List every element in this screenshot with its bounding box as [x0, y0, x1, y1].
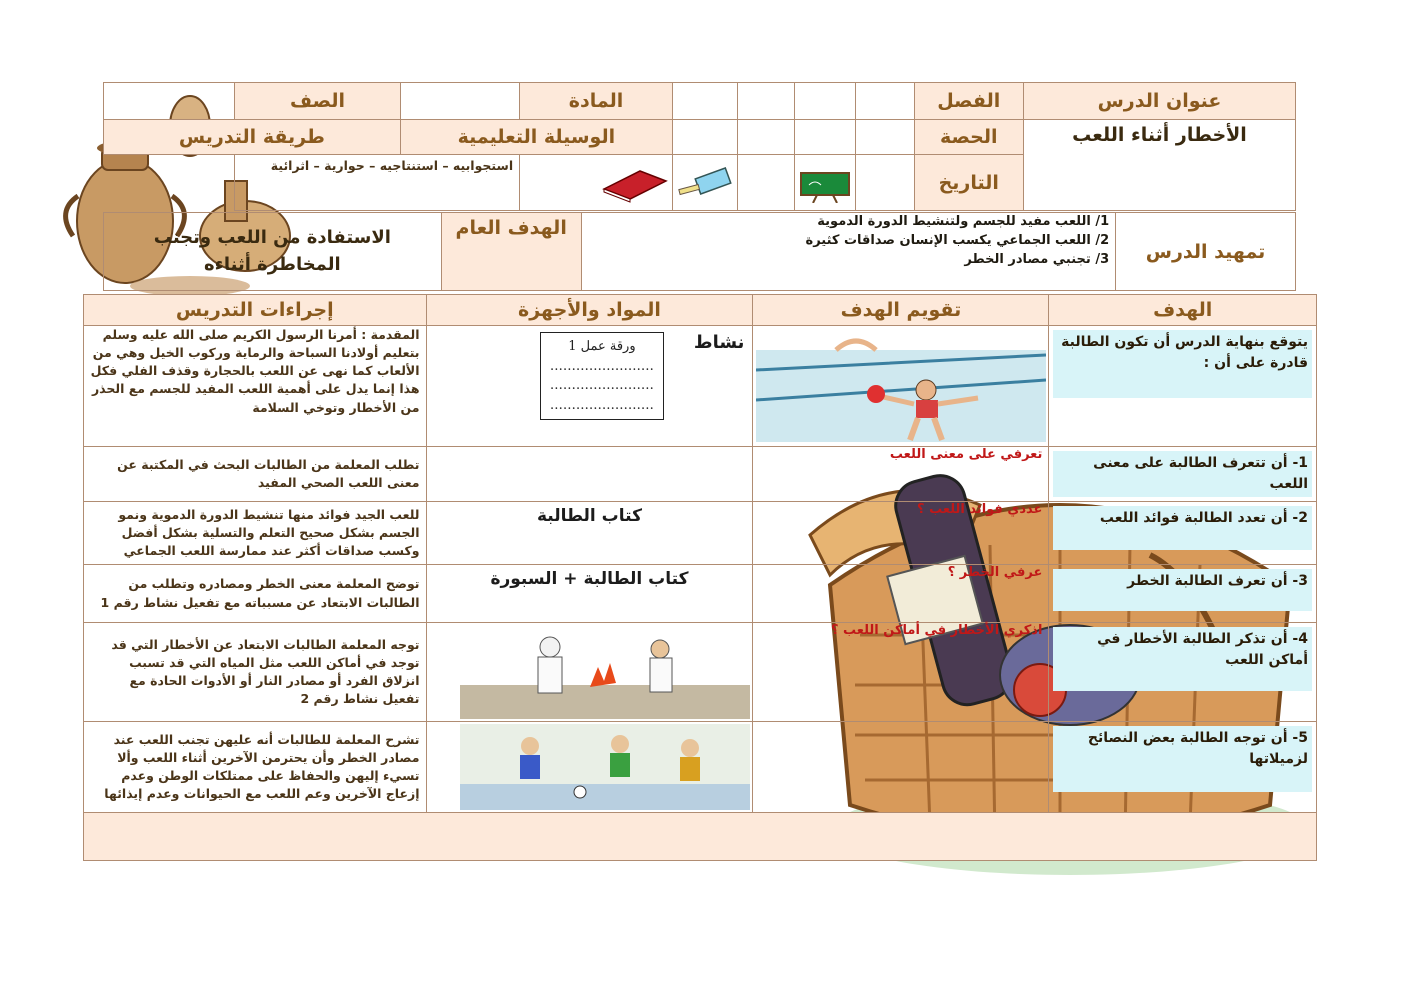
procedure-text: تطلب المعلمة من الطالبات البحث في المكتبة عن معنى اللعب الصحي المفيد [84, 447, 427, 502]
table-row [84, 326, 1317, 447]
worksheet-box [540, 332, 664, 420]
blackboard-icon [795, 155, 856, 211]
goal-text: 4- أن تذكر الطالبة الأخطار في أماكن اللعب [1053, 627, 1312, 691]
table-row [84, 722, 1317, 813]
table-row [84, 502, 1317, 565]
procedure-text: توجه المعلمة الطالبات الابتعاد عن الأخطار التي قد توجد في أماكن اللعب مثل المياه التي قد تسبب انزلاق الفرد أو مصادر النار أو الأدوات الحادة مع تفعيل نشاط رقم 2 [84, 623, 427, 722]
lesson-title-label: عنوان الدرس [1023, 83, 1295, 120]
goal-text: 5- أن توجه الطالبة بعض النصائح لزميلاتها [1053, 726, 1312, 792]
intro-line-2: 2/ اللعب الجماعي يكسب الإنسان صداقات كثيرة [805, 232, 1110, 248]
class-label: الصف [235, 83, 401, 120]
teaching-aid-label: الوسيلة التعليمية [400, 120, 672, 155]
book-icon [520, 155, 673, 211]
worksheet-line: …………………… [549, 378, 654, 393]
lesson-procedures-table [83, 294, 1317, 861]
general-goal-value: الاستفادة من اللعب وتجنب المخاطرة أثناءه [104, 213, 442, 291]
goal-text: 3- أن تعرف الطالبة الخطر [1053, 569, 1312, 611]
col-procedures-header: إجراءات التدريس [84, 295, 427, 326]
evaluation-text: عددي فوائد اللعب ؟ [753, 502, 1049, 565]
table-row [84, 447, 1317, 502]
worksheet-line: …………………… [549, 397, 654, 413]
period-label: الحصة [914, 120, 1023, 155]
lesson-goal-table [103, 212, 1296, 291]
children-playing-image [426, 722, 753, 813]
swimming-pool-image [753, 326, 1049, 447]
intro-line-1: 1/ اللعب مفيد للجسم ولتنشيط الدورة الدموية [817, 214, 1110, 229]
col-evaluation-header: تقويم الهدف [753, 295, 1049, 326]
activity-label: نشاط [693, 332, 745, 353]
evaluation-text: اذكري الأخطار في أماكن اللعب ؟ [753, 623, 1049, 722]
evaluation-text: عرفي الخطر ؟ [753, 565, 1049, 623]
goal-text: 1- أن تتعرف الطالبة على معنى اللعب [1053, 451, 1312, 497]
evaluation-text: تعرفي على معنى اللعب [753, 447, 1049, 502]
procedure-text: تشرح المعلمة للطالبات أنه عليهن تجنب اللعب عند مصادر الخطر وأن يحترمن الآخرين أثناء اللعب وألا تسيء إليهن والحفاظ على ممتلكات الوطن وعدم إزعاج الآخرين وعم اللعب مع الحيوانات وعدم إيذائها [84, 722, 427, 813]
col-goal-header: الهدف [1049, 295, 1317, 326]
semester-label: الفصل [914, 83, 1023, 120]
date-label: التاريخ [914, 155, 1023, 211]
procedure-text: توضح المعلمة معنى الخطر ومصادره وتطلب من الطالبات الابتعاد عن مسبباته مع تفعيل نشاط رقم 1 [84, 565, 427, 623]
goal-text: 2- أن تعدد الطالبة فوائد اللعب [1053, 506, 1312, 550]
materials-text: كتاب الطالبة [426, 502, 753, 565]
lesson-info-table [103, 82, 1296, 211]
procedure-text: للعب الجيد فوائد منها تنشيط الدورة الدموية ونمو الجسم بشكل صحيح التعلم والتسلية بشكل أفضل وكسب صداقات أكثر عند ممارسة اللعب الجماعي [84, 502, 427, 565]
subject-label: المادة [520, 83, 673, 120]
table-footer-row [84, 813, 1317, 861]
general-goal-label: الهدف العام [441, 213, 581, 291]
table-row [84, 565, 1317, 623]
materials-text: كتاب الطالبة + السبورة [426, 565, 753, 623]
lesson-title-value: الأخطار أثناء اللعب [1023, 120, 1295, 211]
procedure-text: المقدمة : أمرنا الرسول الكريم صلى الله عليه وسلم بتعليم أولادنا السباحة والرماية وركوب الخيل وهي من الألعاب كما نهى عن اللعب بالحجارة وقذف الفلي فكل هذا إنما يدل على أهمية اللعب المفيد للجسم مع الحذر من الأخطار وتوخي السلامة [84, 326, 427, 447]
worksheet-line: …………………… [549, 358, 654, 374]
table-row [84, 623, 1317, 722]
intro-label: تمهيد الدرس [1116, 213, 1296, 291]
goal-text: يتوقع بنهاية الدرس أن تكون الطالبة قادرة على أن : [1053, 330, 1312, 398]
intro-line-3: 3/ تجنبي مصادر الخطر [964, 251, 1110, 267]
playing-danger-image [426, 623, 753, 722]
teaching-method-value: استجوابيه – استنتاجيه – حوارية – اثرائية [235, 155, 520, 211]
eraser-chalk-icon [672, 155, 737, 211]
teaching-method-label: طريقة التدريس [104, 120, 401, 155]
worksheet-title: ورقة عمل 1 [568, 339, 636, 354]
col-materials-header: المواد والأجهزة [426, 295, 753, 326]
